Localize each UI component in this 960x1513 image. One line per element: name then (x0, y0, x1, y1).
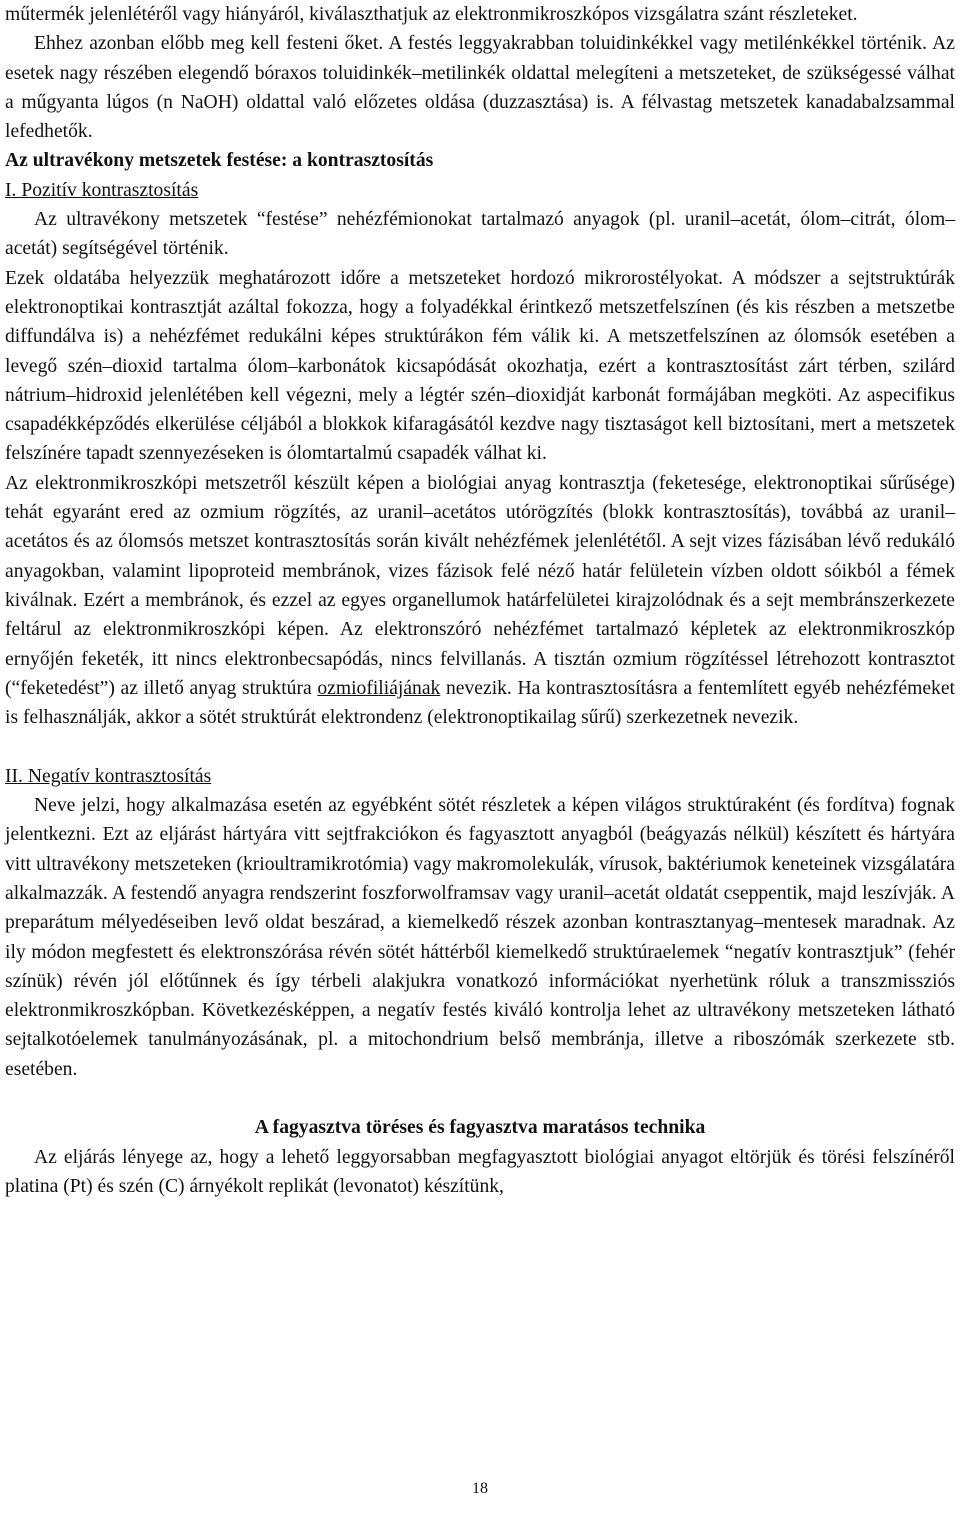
paragraph-positive-intro: Az ultravékony metszetek “festése” nehézfémionokat tartalmazó anyagok (pl. uranil–acetát, ólom–citrát, ólom–acetát) segítségével történik. (5, 209, 955, 260)
paragraph-intro: műtermék jelenlétéről vagy hiányáról, kiválaszthatjuk az elektronmikroszkópos vizsgálatra szánt részleteket. (5, 4, 858, 25)
paragraph-contrast-origin (5, 469, 955, 733)
heading-positive-contrast: I. Pozitív kontrasztosítás (5, 179, 199, 201)
heading-negative-contrast: II. Negatív kontrasztosítás (5, 765, 212, 787)
term-ozmiofilia: ozmiofiliájának (317, 677, 441, 699)
paragraph-staining: Ehhez azonban előbb meg kell festeni őket. A festés leggyakrabban toluidinkékkel vagy metilénkékkel történik. Az esetek nagy részében elegendő bóraxos toluidinkék–metilinkék oldattal melegíteni a metszeteket, de szükségessé válhat a műgyanta lúgos (n NaOH) oldattal való előzetes oldása (duzzasztása) is. A félvastag metszetek kanadabalzsammal lefedhetők. (5, 33, 955, 143)
paragraph-contrast-origin-text-b: nevezik. Ha kontrasztosításra a fentemlített egyéb nehézfémeket is felhasználják, akkor a sötét struktúrát elektrondenz (elektronoptikailag sűrű) szerkezetnek nevezik. (5, 677, 955, 729)
spacer (5, 732, 955, 761)
page-number: 18 (472, 1480, 488, 1497)
paragraph-negative: Neve jelzi, hogy alkalmazása esetén az egyébként sötét részletek a képen világos struktúraként (és fordítva) fognak jelentkezni. Ezt az eljárást hártyára vitt sejtfrakciókon és fagyasztott anyagból (beágyazás nélkül) készített és hártyára vitt ultravékony metszeteken (krioultramikrotómia) vagy makromolekulák, vírusok, baktériumok keneteinek vizsgálatára alkalmazzák. A festendő anyagra rendszerint foszforwolframsav vagy uranil–acetát oldatát cseppentik, majd leszívják. A preparátum mélyedéseiben levő oldat beszárad, a kiemelkedő részek azonban kontrasztanyag–mentesek maradnak. Az ily módon megfestett és elektronszórása révén sötét háttérből kiemelkedő struktúraelemek “negatív kontrasztjuk” (fehér színük) révén jól előtűnnek és így térbeli alakjukra vonatkozó információkat nyerhetünk róluk a transzmissziós elektronmikroszkópban. Következésképpen, a negatív festés kiváló kontrolja lehet az ultravékony metszeteken látható sejtalkotóelemek tanulmányozásának, pl. a mitochondrium belső membránja, illetve a riboszómák szerkezete stb. esetében. (5, 795, 955, 1080)
document-page (5, 0, 955, 1201)
heading-freeze-fracture: A fagyasztva töréses és fagyasztva maratásos technika (254, 1117, 706, 1139)
paragraph-freeze-fracture: Az eljárás lényege az, hogy a lehető leggyorsabban megfagyasztott biológiai anyagot eltörjük és törési felszínéről platina (Pt) és szén (C) árnyékolt replikát (levonatot) készítünk, (5, 1146, 955, 1197)
spacer (5, 1084, 955, 1113)
heading-ultrathin-staining: Az ultravékony metszetek festése: a kontrasztosítás (5, 150, 434, 172)
paragraph-positive-method: Ezek oldatába helyezzük meghatározott időre a metszeteket hordozó mikrorostélyokat. A módszer a sejtstruktúrák elektronoptikai kontrasztját azáltal fokozza, hogy a folyadékkal érintkező metszetfelszínen (és kis részben a metszetbe diffundálva is) a nehézfémet redukálni képes struktúrákon fém válik ki. A metszetfelszínen az ólomsók esetében a levegő szén–dioxid tartalma ólom–karbonátok kicsapódását okozhatja, ezért a kontrasztosítást zárt térben, szilárd nátrium–hidroxid jelenlétében kell végezni, mely a légtér szén–dioxidját karbonát formájában megköti. Az aspecifikus csapadékképződés elkerülése céljából a blokkok kifaragásától kezdve nagy tisztaságot kell biztosítani, mert a metszetek felszínére tapadt szennyezéseken is ólomtartalmú csapadék válhat ki. (5, 267, 955, 465)
paragraph-contrast-origin-text-a: Az elektronmikroszkópi metszetről készült képen a biológiai anyag kontrasztja (feketesége, elektronoptikai sűrűsége) tehát egyaránt ered az ozmium rögzítés, az uranil–acetátos utórögzítés (blokk kontrasztosítás), továbbá az uranil–acetátos és az ólomsós metszet kontrasztosítás során kivált nehézfémek jelenlététől. A sejt vizes fázisában lévő redukáló anyagokban, valamint lipoproteid membránok, vizes fázisok felé néző határ felületein vízben oldott sóikból a fémek kiválnak. Ezért a membránok, és ezzel az egyes organellumok határfelületei kirajzolódnak és a sejt membránszerkezete feltárul az elektronmikroszkópi képen. Az elektronszóró nehézfémet tartalmazó képletek az elektronmikroszkóp ernyőjén feketék, itt nincs elektronbecsapódás, nincs felvillanás. A tisztán ozmium rögzítéssel létrehozott kontrasztot (“feketedést”) az illető anyag struktúra (5, 472, 955, 699)
